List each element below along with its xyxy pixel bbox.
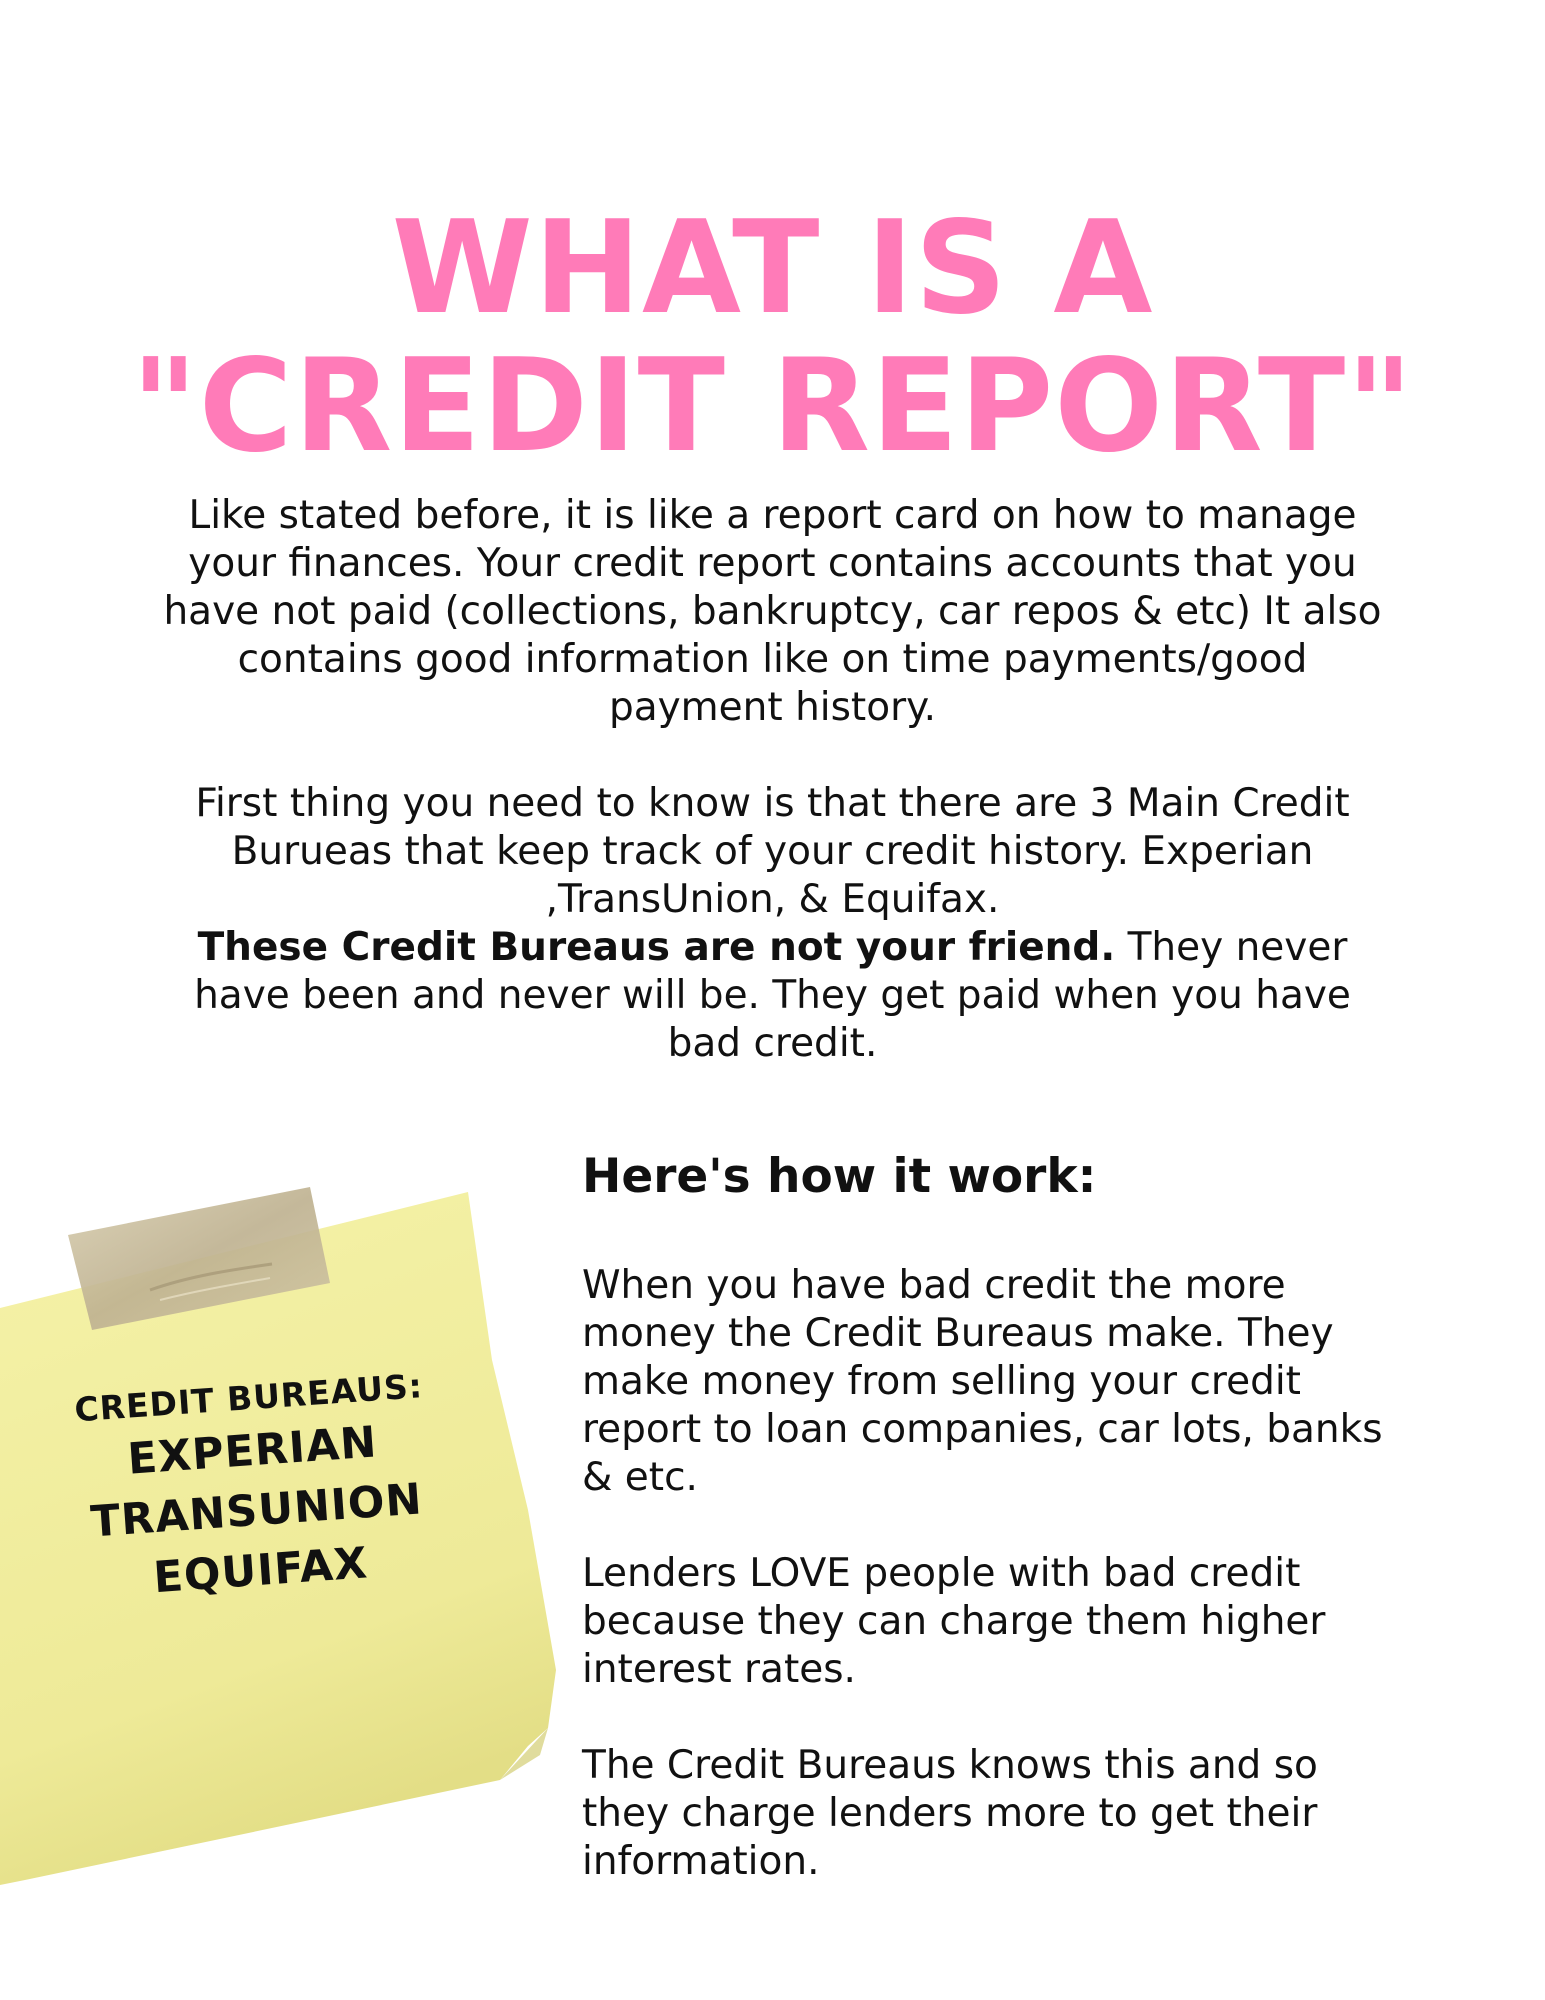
intro-paragraph-2: First thing you need to know is that there are 3 Main Credit Burueas that keep track of your credit history. Experian ,TransUnion, & Equifax. xyxy=(195,781,1350,922)
bold-statement: These Credit Bureaus are not your friend. xyxy=(197,925,1116,970)
page-title xyxy=(0,194,1545,481)
how-it-works-paragraph-1: When you have bad credit the more money the Credit Bureaus make. They make money from selling your credit report to loan companies, car lots, banks & etc. xyxy=(582,1263,1383,1500)
title-line-2: "CREDIT REPORT" xyxy=(131,332,1414,481)
how-it-works-paragraph-3: The Credit Bureaus knows this and so they charge lenders more to get their information. xyxy=(582,1743,1318,1884)
title-line-1: WHAT IS A xyxy=(391,194,1154,343)
sticky-note xyxy=(0,1180,580,1900)
paragraph-spacer xyxy=(160,732,1385,780)
how-it-works-heading: Here's how it work: xyxy=(582,1149,1097,1204)
sticky-note-text xyxy=(33,1360,478,1615)
intro-paragraph-3 xyxy=(160,924,1385,1068)
statement-rest: They never have been and never will be. They get paid when you have bad credit. xyxy=(194,925,1351,1066)
how-it-works-paragraph-2: Lenders LOVE people with bad credit because they can charge them higher interest rates. xyxy=(582,1551,1326,1692)
intro-section xyxy=(160,492,1385,1068)
bureau-transunion: TRANSUNION xyxy=(89,1474,425,1548)
how-it-works-section xyxy=(582,1148,1402,1934)
credit-bureaus-heading: CREDIT BUREAUS: xyxy=(73,1366,425,1430)
bureau-experian: EXPERIAN xyxy=(126,1417,379,1485)
bureau-equifax: EQUIFAX xyxy=(151,1538,370,1604)
intro-paragraph-1: Like stated before, it is like a report card on how to manage your finances. Your credit report contains accounts that you have not paid (collections, bankruptcy, car repos & etc) It also contains good information like on time payments/good payment history. xyxy=(163,493,1382,730)
